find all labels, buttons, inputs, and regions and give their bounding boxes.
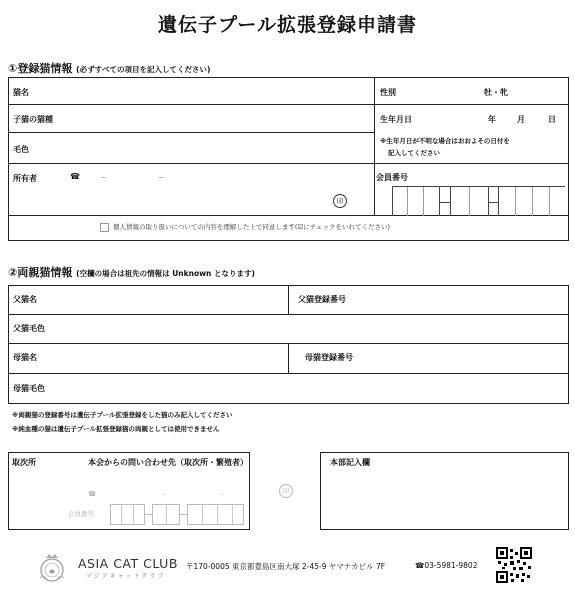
- agency-seal: 印: [279, 484, 293, 498]
- dam-name-label: 母猫名: [13, 353, 37, 362]
- dob-month: 月: [517, 115, 525, 124]
- footer-address: 〒170-0005 東京都豊島区南大塚 2-45-9 ヤマナカビル 7F: [186, 562, 386, 571]
- coat-field[interactable]: [50, 136, 370, 160]
- phone-icon: ☎: [70, 172, 80, 181]
- dob-note-1: ※生年月日が不明な場合はおおよその日付を: [380, 137, 510, 145]
- section-1-title: ①登録猫情報: [8, 62, 73, 75]
- section-2-title: ②両親猫情報: [8, 266, 73, 279]
- section-1-heading: [8, 60, 210, 76]
- sire-coat-field[interactable]: [55, 317, 565, 341]
- sire-reg-label: 父猫登録番号: [298, 295, 346, 304]
- cat-name-field[interactable]: [60, 80, 370, 102]
- sire-name-field[interactable]: [50, 288, 284, 312]
- section-2-heading: [8, 264, 255, 280]
- parents-note-2: ※純血種の猫は遺伝子プール拡張登録猫の両親としては使用できません: [12, 425, 220, 433]
- section-2-subtitle: (空欄の場合は祖先の情報は Unknown となります): [76, 269, 255, 278]
- kitten-breed-label: 子猫の猫種: [13, 115, 53, 124]
- dob-note-2: 記入してください: [388, 149, 440, 157]
- club-logo-icon: [36, 552, 68, 584]
- footer-phone: ☎03-5981-9802: [415, 561, 478, 570]
- hq-label: 本部記入欄: [330, 458, 370, 467]
- kitten-breed-field[interactable]: [80, 107, 370, 129]
- agency-member-no-boxes[interactable]: [110, 504, 244, 525]
- member-no-boxes[interactable]: [392, 186, 565, 216]
- parents-note-1: ※両親猫の登録番号は遺伝子プール拡張登録をした猫のみ記入してください: [12, 411, 233, 419]
- dam-name-field[interactable]: [50, 346, 284, 370]
- phone-dash-1: －: [100, 174, 107, 182]
- sex-label: 性別: [380, 88, 396, 97]
- owner-seal: 印: [333, 194, 347, 208]
- sex-options[interactable]: 牡・牝: [484, 88, 508, 97]
- sire-reg-field[interactable]: [360, 288, 565, 312]
- dob-day: 日: [548, 115, 556, 124]
- coat-label: 毛色: [13, 145, 29, 154]
- dob-label: 生年月日: [380, 115, 412, 124]
- agency-dash-1: －: [160, 491, 167, 499]
- brand-name: ASIA CAT CLUB: [78, 556, 178, 571]
- qr-code-icon[interactable]: [496, 547, 532, 583]
- agency-member-no-label: 会員番号: [68, 510, 94, 518]
- consent-checkbox[interactable]: [100, 223, 109, 232]
- owner-label: 所有者: [13, 174, 37, 183]
- agency-dash-2: －: [218, 491, 225, 499]
- consent-text: 個人情報の取り扱いについての内容を理解した上で同意します(☑にチェックをいれてください): [113, 223, 391, 231]
- agency-phone-icon: ☎: [88, 490, 97, 498]
- agency-label: 取次所: [12, 458, 36, 467]
- page-title: 遺伝子プール拡張登録申請書: [157, 14, 418, 36]
- dam-coat-label: 母猫毛色: [13, 384, 45, 393]
- contact-label: 本会からの問い合わせ先（取次所・繁殖者）: [88, 458, 248, 467]
- sire-name-label: 父猫名: [13, 295, 37, 304]
- dam-reg-field[interactable]: [365, 346, 565, 370]
- dob-year: 年: [488, 115, 496, 124]
- dam-coat-field[interactable]: [55, 376, 565, 401]
- phone-dash-2: －: [158, 174, 165, 182]
- sire-coat-label: 父猫毛色: [13, 324, 45, 333]
- member-no-label: 会員番号: [376, 173, 408, 182]
- cat-name-label: 猫名: [13, 88, 29, 97]
- dam-reg-label: 母猫登録番号: [305, 353, 353, 362]
- brand-kana: アジアキャットクラブ: [86, 573, 166, 580]
- section-1-subtitle: (必ずすべての項目を記入してください): [76, 65, 211, 74]
